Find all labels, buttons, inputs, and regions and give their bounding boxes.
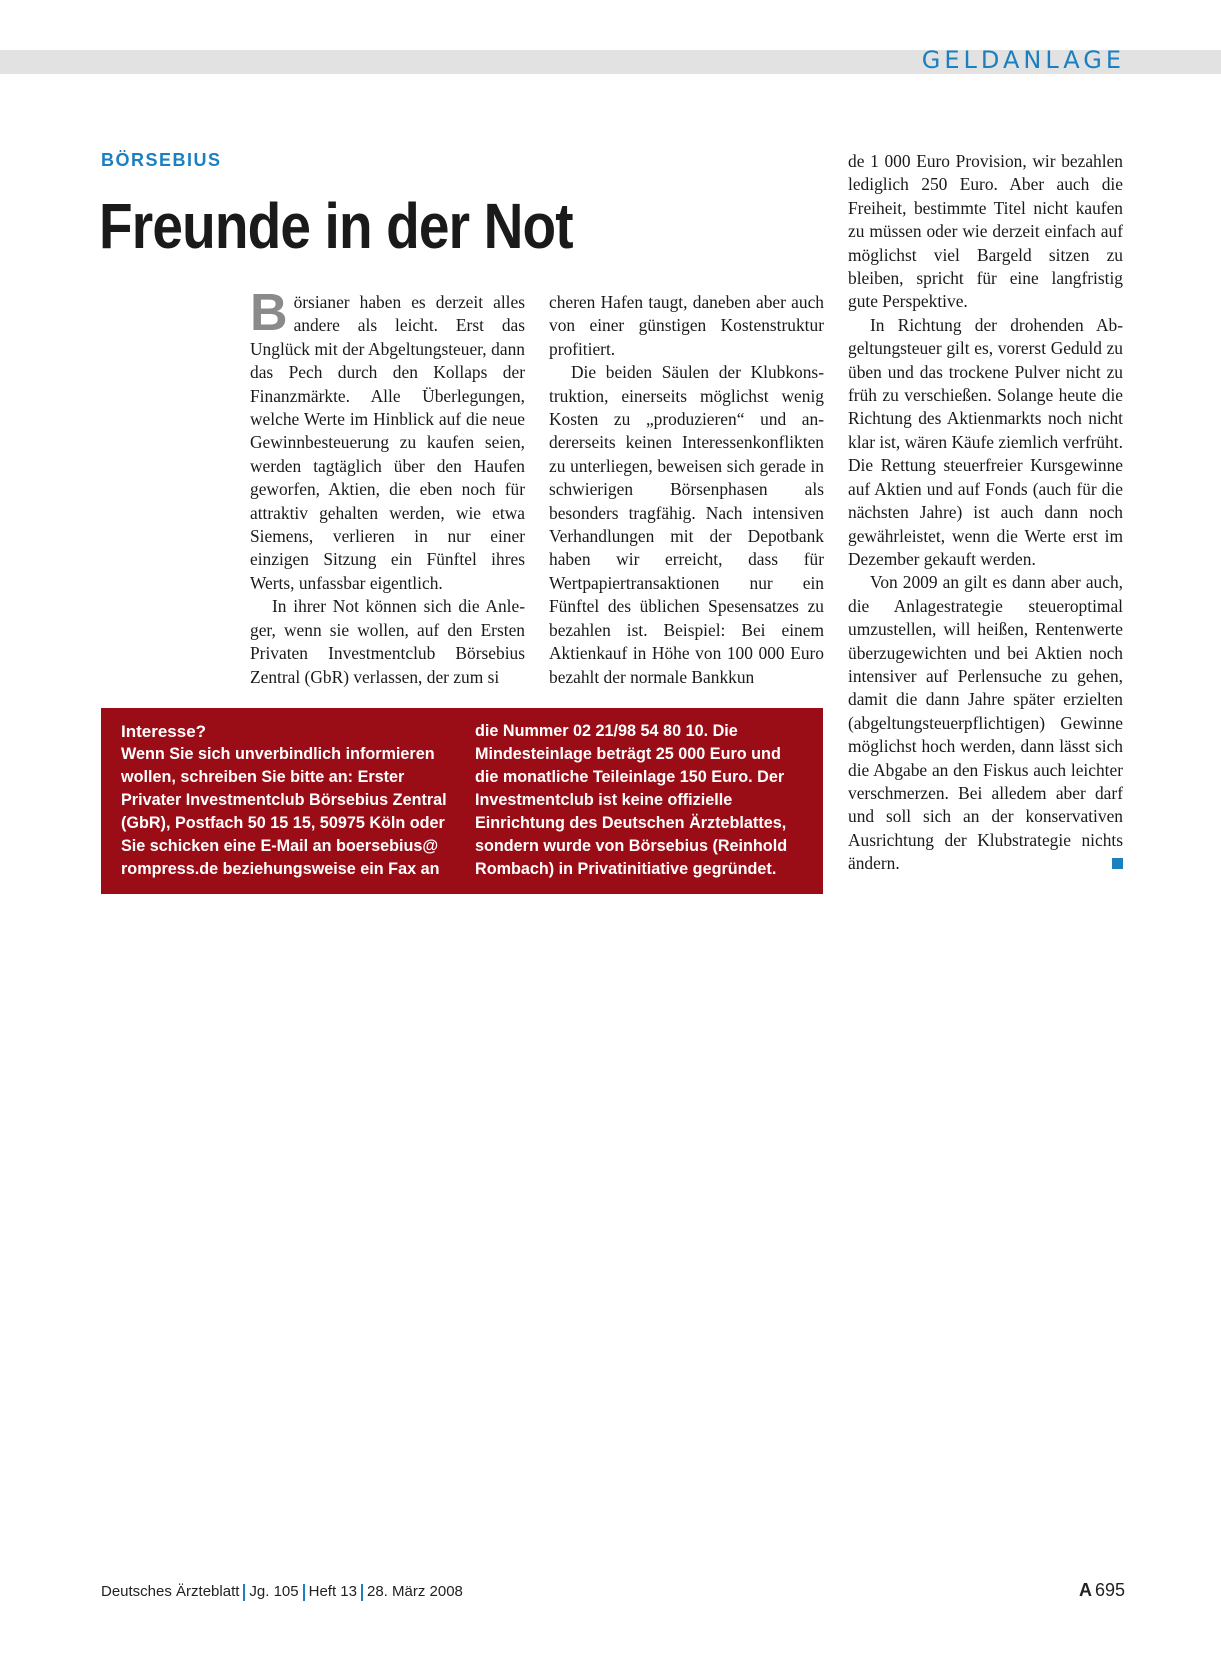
footer-journal: Deutsches Ärzteblatt <box>101 1583 240 1600</box>
text-column-1 <box>250 284 525 689</box>
info-box-title: Interesse? <box>121 722 207 741</box>
paragraph <box>250 284 525 595</box>
paragraph-text: örsianer haben es derzeit alles andere als leicht. Erst das Unglück mit der Abgeltungsteuer, dann das Pech durch den Kollaps der Finanzmärkte. Alle Überlegungen, welche Werte im Hinblick auf die neue Gewinnbesteuerung zu kaufen seien, werden tagtäglich über den Haufen geworfen, Aktien, die eben noch für attraktiv gehalten werden, wie etwa Siemens, verlieren in nur einer einzigen Sitzung ein Fünftel ihres Werts, unfassbar eigentlich. <box>250 292 525 593</box>
paragraph-final <box>848 571 1123 875</box>
paragraph: Die beiden Säulen der Klubkonstruktion, einerseits möglichst wenig Kosten zu „produzieren“ und andererseits keinen Interessenkonflikten zu unterliegen, beweisen sich gerade in schwierigen Börsenphasen als besonders tragfähig. Nach intensiven Verhandlungen mit der Depotbank haben wir erreicht, dass für Wertpapiertransaktionen nur ein Fünftel des üblichen Spesensatzes zu bezahlen ist. Beispiel: Bei einem Aktienkauf in Höhe von 100 000 Euro bezahlt der normale Bankkun <box>549 362 824 687</box>
article-kicker: BÖRSEBIUS <box>101 150 222 170</box>
footer-date: 28. März 2008 <box>367 1583 463 1600</box>
text-column-2 <box>549 291 824 689</box>
paragraph: cheren Hafen taugt, daneben aber auch von einer günstigen Kostenstruktur profitiert. <box>549 292 824 359</box>
separator <box>361 1584 363 1601</box>
drop-cap: B <box>250 284 288 342</box>
page-prefix: A <box>1078 1580 1092 1600</box>
page-number-value: 695 <box>1094 1580 1125 1600</box>
separator <box>303 1584 305 1601</box>
footer-issue: Heft 13 <box>308 1583 357 1600</box>
end-square-icon <box>1112 858 1123 869</box>
paragraph: In Richtung der drohenden Abgeltungsteuer gilt es, vorerst Geduld zu üben und das trockene Pulver nicht zu früh zu verschießen. Solange heute die Richtung des Aktienmarkts noch nicht klar ist, wären Käufe ziemlich verfrüht. Die Rettung steuerfreier Kursgewinne auf Aktien und auf Fonds (auch für die nächsten Jahre) ist auch dann noch gewährleistet, wenn die Werte erst im Dezember gekauft werden. <box>848 314 1123 569</box>
page-number <box>1079 1580 1125 1601</box>
info-box-text: Wenn Sie sich unverbindlich informieren wollen, schreiben Sie bitte an: Erster Privater Investmentclub Börsebius Zentral (GbR), Postfach 50 15 15, 50975 Köln oder Sie schicken eine E-Mail an boersebius@ rompress.de beziehungsweise ein Fax an <box>121 745 447 878</box>
footer-volume: Jg. 105 <box>249 1583 299 1600</box>
article-headline: Freunde in der Not <box>99 190 573 262</box>
paragraph: In ihrer Not können sich die Anleger, wenn sie wollen, auf den Ersten Privaten Investmentclub Börsebius Zentral (GbR) verlassen, der zum si <box>250 596 525 687</box>
text-column-3 <box>848 150 1123 876</box>
footer-citation <box>101 1583 463 1601</box>
section-label: GELDANLAGE <box>921 46 1125 74</box>
paragraph-text: Von 2009 an gilt es dann aber auch, die Anlagestrategie steueroptimal umzustellen, will heißen, Rentenwerte überzugewichten und bei Aktien noch intensiver auf Perlensuche zu gehen, damit die dann Jahre später erzielten (abgeltungsteuerpflichtigen) Gewinne möglichst hoch werden, dann lässt sich die Abgabe an den Fiskus auch leichter verschmerzen. Bei alledem aber darf und soll sich an der konservativen Ausrichtung der Klubstrategie nichts ändern. <box>848 572 1123 874</box>
info-box-column-1 <box>121 720 451 881</box>
separator <box>243 1584 245 1601</box>
info-box <box>101 708 823 894</box>
info-box-text: die Nummer 02 21/98 54 80 10. Die Mindesteinlage beträgt 25 000 Euro und die monatliche Teileinlage 150 Euro. Der Investmentclub ist keine offizielle Einrichtung des Deutschen Ärzteblattes, sondern wurde von Börsebius (Reinhold Rombach) in Privatinitiative gegründet. <box>475 722 788 878</box>
paragraph: de 1 000 Euro Provision, wir bezahlen lediglich 250 Euro. Aber auch die Freiheit, bestimmte Titel nicht kaufen zu müssen oder wie derzeit einfach auf möglichst viel Bargeld sitzen zu bleiben, spricht für eine langfristig gute Perspektive. <box>848 151 1123 312</box>
info-box-column-2 <box>475 720 805 881</box>
